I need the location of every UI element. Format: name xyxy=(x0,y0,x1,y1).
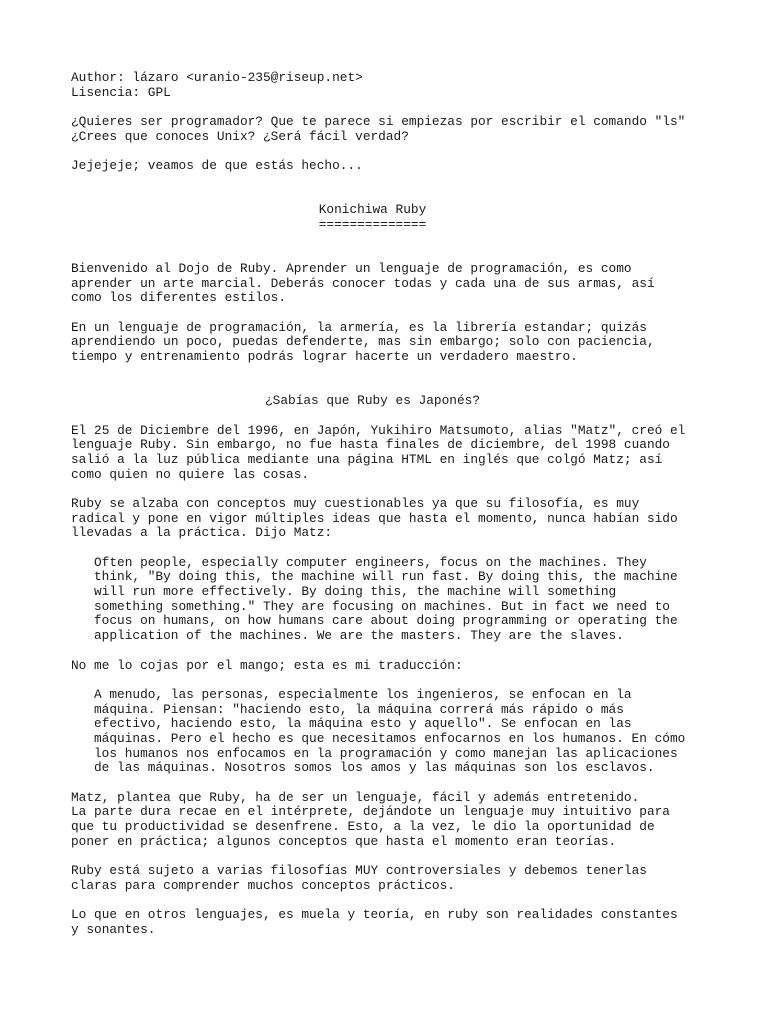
text-line: La parte dura recae en el intérprete, dejándote un lenguaje muy intuitivo para xyxy=(71,804,670,820)
text-line: como quien no quiere las cosas. xyxy=(71,466,310,482)
paragraph-dojo xyxy=(71,262,711,306)
quote-line: máquina. Piensan: "haciendo esto, la máquina correrá más rápido o más xyxy=(94,701,624,717)
quote-line: focus on humans, on how humans care about doing programming or operating the xyxy=(94,613,678,629)
paragraph-matz-plan xyxy=(71,791,711,850)
text-line: El 25 de Diciembre del 1996, en Japón, Yukihiro Matsumoto, alias "Matz", creó el xyxy=(71,422,686,438)
text-line: Ruby está sujeto a varias filosofías MUY controversiales y debemos tenerlas xyxy=(71,863,647,879)
quote-line: los humanos nos enfocamos en la programación y como manejan las aplicaciones xyxy=(94,745,678,761)
text-line: lenguaje Ruby. Sin embargo, no fue hasta finales de diciembre, del 1998 cuando xyxy=(71,437,670,453)
text-line: aprendiendo un poco, puedas defenderte, mas sin embargo; solo con paciencia, xyxy=(71,334,655,350)
quote-line: will run more effectively. By doing this, the machine will something xyxy=(94,584,617,600)
paragraph-armeria xyxy=(71,321,711,365)
title-underline: ============== xyxy=(318,216,427,232)
paragraph-controversial xyxy=(71,864,711,893)
text-line: como los diferentes estilos. xyxy=(71,290,287,306)
quote-line: think, "By doing this, the machine will run fast. By doing this, the machine xyxy=(94,569,678,585)
text-line: y sonantes. xyxy=(71,921,156,937)
quote-line: something something." They are focusing on machines. But in fact we need to xyxy=(94,598,670,614)
document-page xyxy=(71,71,711,938)
text-line: ¿Quieres ser programador? Que te parece si empiezas por escribir el comando "ls" xyxy=(71,114,686,130)
document-header xyxy=(71,71,711,100)
text-line: Matz, plantea que Ruby, ha de ser un lenguaje, fácil y además entretenido. xyxy=(71,789,640,805)
section-heading-text: ¿Sabías que Ruby es Japonés? xyxy=(264,393,481,409)
quote-line: Often people, especially computer engineers, focus on the machines. They xyxy=(94,554,647,570)
text-line: llevadas a la práctica. Dijo Matz: xyxy=(71,525,333,541)
paragraph-philosophy xyxy=(71,497,711,541)
text-line: poner en práctica; algunos conceptos que hasta el momento eran teorías. xyxy=(71,833,617,849)
text-line: Jejejeje; veamos de que estás hecho... xyxy=(71,158,363,174)
text-line: que tu productividad se desenfrene. Esto, a la vez, le dio la oportunidad de xyxy=(71,819,655,835)
intro-paragraph xyxy=(71,115,711,144)
quote-line: application of the machines. We are the masters. They are the slaves. xyxy=(94,628,624,644)
text-line: Lo que en otros lenguajes, es muela y teoría, en ruby son realidades constantes xyxy=(71,907,678,923)
section-heading xyxy=(71,394,674,409)
intro-paragraph-2 xyxy=(71,159,711,174)
document-title xyxy=(71,203,674,232)
quote-line: A menudo, las personas, especialmente los ingenieros, se enfocan en la xyxy=(94,686,632,702)
text-line: salió a la luz pública mediante una página HTML en inglés que colgó Matz; así xyxy=(71,451,663,467)
quote-spanish xyxy=(71,688,711,776)
license-line: Lisencia: GPL xyxy=(71,84,171,100)
quote-line: efectivo, haciendo esto, la máquina esto y aquello". Se enfocan en las xyxy=(94,716,632,732)
quote-english xyxy=(71,556,711,644)
text-line: ¿Crees que conoces Unix? ¿Será fácil verdad? xyxy=(71,128,409,144)
text-line: No me lo cojas por el mango; esta es mi traducción: xyxy=(71,657,463,673)
text-line: Bienvenido al Dojo de Ruby. Aprender un lenguaje de programación, es como xyxy=(71,260,632,276)
text-line: tiempo y entrenamiento podrás lograr hacerte un verdadero maestro. xyxy=(71,349,578,365)
paragraph-history xyxy=(71,424,711,483)
paragraph-realities xyxy=(71,908,711,937)
paragraph-translation-intro xyxy=(71,659,711,674)
text-line: aprender un arte marcial. Deberás conocer todas y cada una de sus armas, así xyxy=(71,275,655,291)
text-line: radical y pone en vigor múltiples ideas que hasta el momento, nunca habían sido xyxy=(71,510,678,526)
quote-line: de las máquinas. Nosotros somos los amos y las máquinas son los esclavos. xyxy=(94,760,655,776)
text-line: En un lenguaje de programación, la armería, es la librería estandar; quizás xyxy=(71,319,647,335)
title-text: Konichiwa Ruby xyxy=(318,202,427,218)
quote-line: máquinas. Pero el hecho es que necesitamos enfocarnos en los humanos. En cómo xyxy=(94,730,686,746)
text-line: claras para comprender muchos conceptos prácticos. xyxy=(71,877,455,893)
text-line: Ruby se alzaba con conceptos muy cuestionables ya que su filosofía, es muy xyxy=(71,495,640,511)
author-line: Author: lázaro <uranio-235@riseup.net> xyxy=(71,70,363,85)
